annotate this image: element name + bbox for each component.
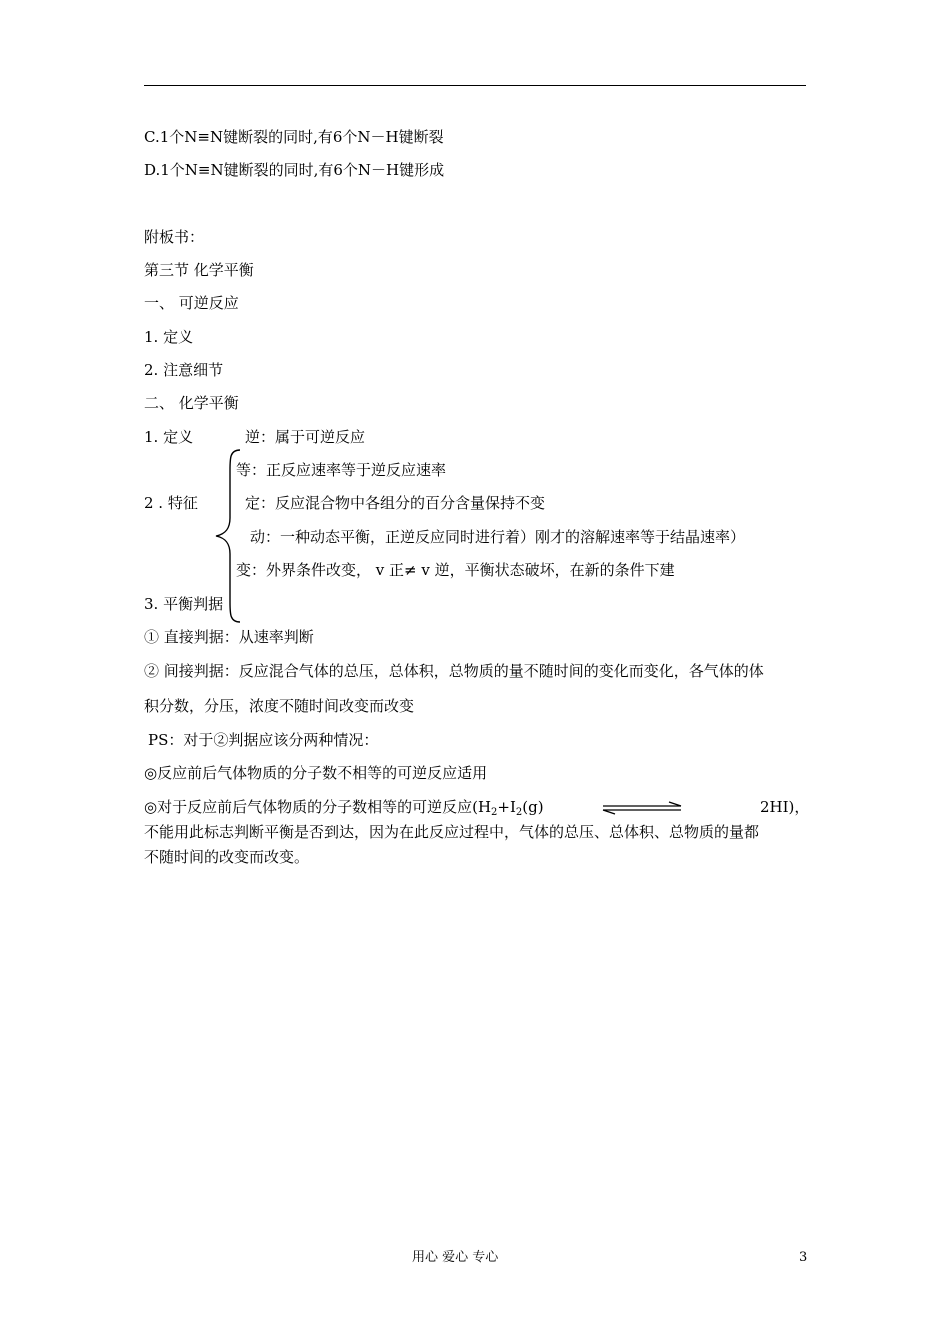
case-equal-cont1: 不能用此标志判断平衡是否到达，因为在此反应过程中，气体的总压、总体积、总物质的量都: [144, 823, 760, 841]
heading-reversible-reaction: 一、 可逆反应: [144, 294, 239, 312]
feature-ni: 逆：属于可逆反应: [245, 428, 366, 446]
case-equal-product: 2HI)，: [760, 798, 810, 816]
heading-chemical-equilibrium: 二、 化学平衡: [144, 394, 239, 412]
header-rule: [144, 85, 806, 86]
case-unequal: ◎反应前后气体物质的分子数不相等的可逆反应适用: [144, 764, 488, 782]
item-criteria: 3. 平衡判据: [144, 595, 224, 613]
appendix-label: 附板书：: [144, 228, 205, 246]
equilibrium-arrow-icon: [601, 801, 683, 815]
item-definition: 1. 定义: [144, 328, 194, 346]
ps-note: PS：对于②判据应该分两种情况：: [148, 731, 379, 749]
section-title: 第三节 化学平衡: [144, 261, 254, 279]
case-equal-state: (g): [522, 798, 544, 816]
feature-bian: 变：外界条件改变， v 正≠ v 逆，平衡状态破坏，在新的条件下建: [236, 561, 675, 579]
item-equilibrium-definition: 1. 定义: [144, 428, 194, 446]
criterion-indirect: ② 间接判据：反应混合气体的总压，总体积，总物质的量不随时间的变化而变化，各气体的体: [144, 662, 764, 680]
option-c: C.1个N≡N键断裂的同时,有6个N－H键断裂: [144, 128, 444, 146]
case-equal-cont2: 不随时间的改变而改变。: [144, 848, 310, 866]
case-equal-text: ◎对于反应前后气体物质的分子数相等的可逆反应(H: [144, 798, 492, 816]
subscript: 2: [491, 807, 498, 818]
subscript: 2: [515, 807, 523, 818]
feature-deng: 等：正反应速率等于逆反应速率: [236, 461, 447, 479]
feature-ding: 定：反应混合物中各组分的百分含量保持不变: [245, 494, 546, 512]
option-d: D.1个N≡N键断裂的同时,有6个N－H键形成: [144, 161, 445, 179]
feature-dong: 动：一种动态平衡，正逆反应同时进行着）刚才的溶解速率等于结晶速率）: [250, 528, 746, 546]
case-equal-plus: +I: [497, 798, 516, 816]
criterion-direct: ① 直接判据：从速率判断: [144, 628, 314, 646]
page-number: 3: [799, 1250, 808, 1265]
item-features: 2 . 特征: [144, 494, 198, 512]
footer-motto: 用心 爱心 专心: [412, 1250, 499, 1265]
item-notes: 2. 注意细节: [144, 361, 224, 379]
case-equal: [144, 797, 544, 823]
criterion-indirect-cont: 积分数，分压，浓度不随时间改变而改变: [144, 697, 415, 715]
